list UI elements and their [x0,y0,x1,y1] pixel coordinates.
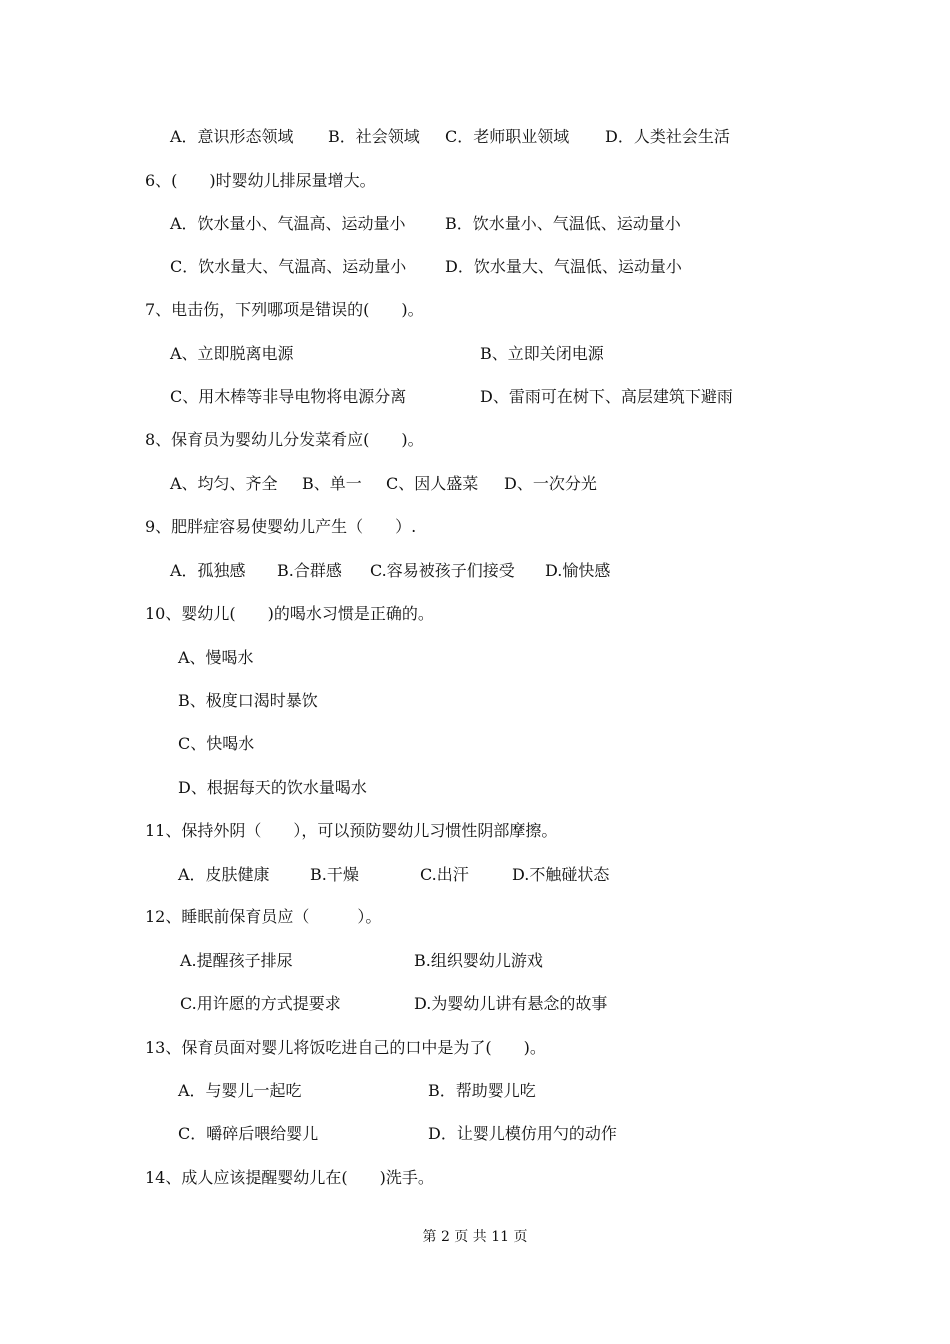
q12-option-a: A.提醒孩子排尿 [180,951,293,970]
q13-option-b: B．帮助婴儿吃 [428,1081,536,1100]
q7-stem: 7、电击伤，下列哪项是错误的( )。 [145,300,424,319]
q10-stem: 10、婴幼儿( )的喝水习惯是正确的。 [145,604,434,623]
q7-option-a: A、立即脱离电源 [170,344,294,363]
q5-option-b: B．社会领域 [328,127,420,146]
q6-stem: 6、( )时婴幼儿排尿量增大。 [145,171,376,190]
q11-option-a: A．皮肤健康 [178,865,270,884]
q11-stem: 11、保持外阴（ ），可以预防婴幼儿习惯性阴部摩擦。 [145,821,558,840]
q12-stem: 12、睡眠前保育员应（ ）。 [145,907,382,926]
q8-option-a: A、均匀、齐全 [170,474,278,493]
q12-option-c: C.用许愿的方式提要求 [180,994,341,1013]
q11-option-d: D.不触碰状态 [512,865,610,884]
q9-stem: 9、肥胖症容易使婴幼儿产生（ ）. [145,517,417,536]
q8-option-d: D、一次分光 [504,474,597,493]
q5-option-c: C．老师职业领域 [445,127,570,146]
q13-option-d: D．让婴儿模仿用勺的动作 [428,1124,617,1143]
q6-option-d: D．饮水量大、气温低、运动量小 [445,257,682,276]
q13-option-c: C．嚼碎后喂给婴儿 [178,1124,319,1143]
q5-option-d: D．人类社会生活 [605,127,730,146]
q8-option-c: C、因人盛菜 [386,474,479,493]
q6-option-a: A．饮水量小、气温高、运动量小 [170,214,406,233]
q9-option-a: A．孤独感 [170,561,246,580]
q7-option-b: B、立即关闭电源 [480,344,604,363]
q9-option-d: D.愉快感 [545,561,611,580]
q9-option-c: C.容易被孩子们接受 [370,561,515,580]
q8-option-b: B、单一 [302,474,362,493]
q7-option-d: D、雷雨可在树下、高层建筑下避雨 [480,387,733,406]
q10-option-d: D、根据每天的饮水量喝水 [178,778,367,797]
q13-option-a: A．与婴儿一起吃 [178,1081,302,1100]
q7-option-c: C、用木棒等非导电物将电源分离 [170,387,407,406]
q9-option-b: B.合群感 [277,561,342,580]
q14-stem: 14、成人应该提醒婴幼儿在( )洗手。 [145,1168,434,1187]
q12-option-b: B.组织婴幼儿游戏 [414,951,543,970]
q11-option-b: B.干燥 [310,865,359,884]
page-number: 第 2 页 共 11 页 [422,1229,528,1245]
q12-option-d: D.为婴幼儿讲有悬念的故事 [414,994,608,1013]
q13-stem: 13、保育员面对婴儿将饭吃进自己的口中是为了( )。 [145,1038,546,1057]
q6-option-c: C．饮水量大、气温高、运动量小 [170,257,407,276]
q10-option-c: C、快喝水 [178,734,255,753]
q5-option-a: A．意识形态领域 [170,127,294,146]
q6-option-b: B．饮水量小、气温低、运动量小 [445,214,681,233]
q10-option-b: B、极度口渴时暴饮 [178,691,318,710]
q11-option-c: C.出汗 [420,865,469,884]
q8-stem: 8、保育员为婴幼儿分发菜肴应( )。 [145,430,424,449]
q10-option-a: A、慢喝水 [178,648,254,667]
